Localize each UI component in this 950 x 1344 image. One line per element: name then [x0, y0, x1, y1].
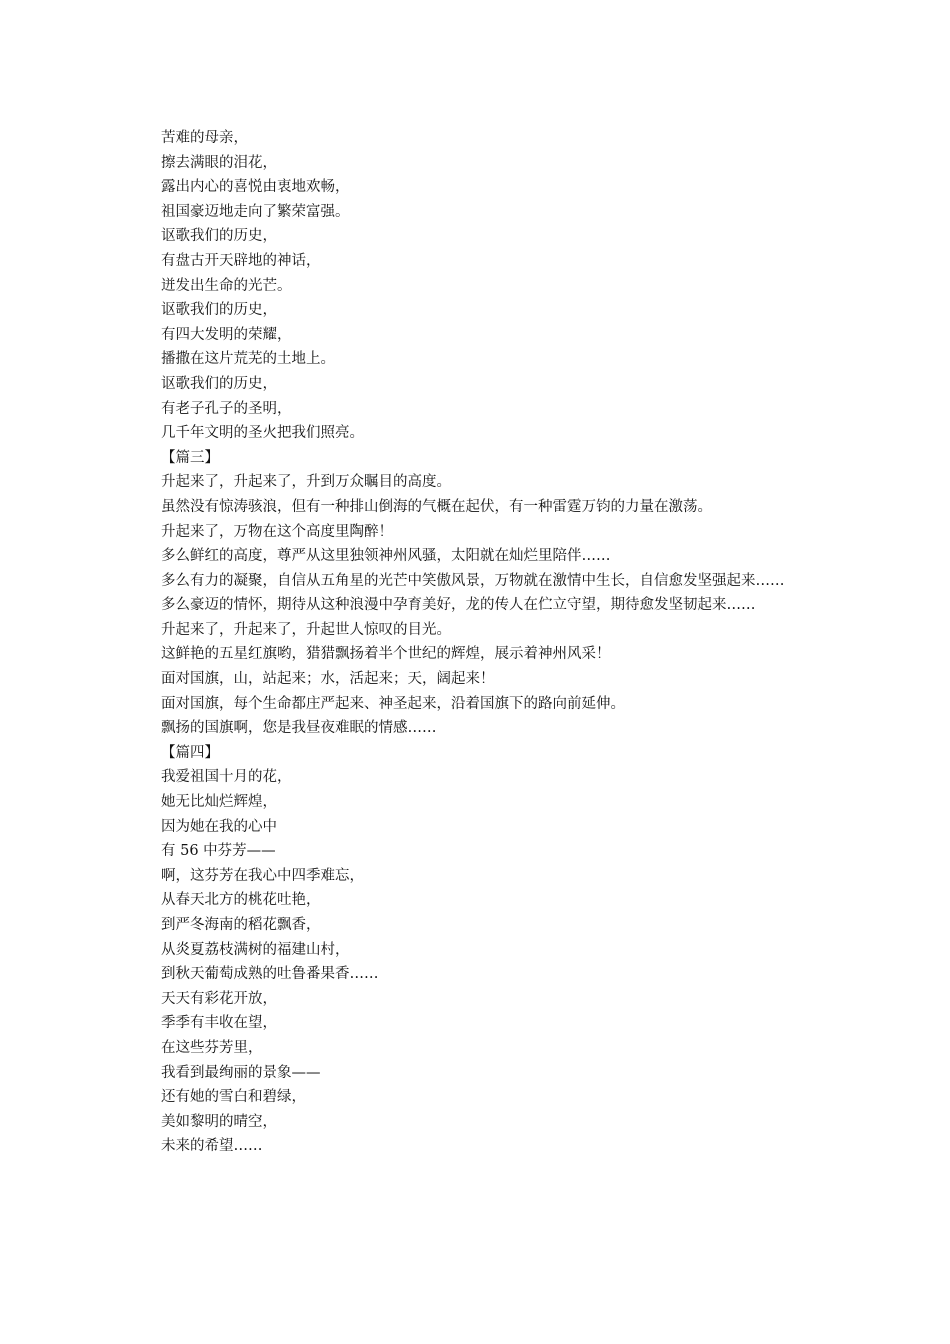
- prose-line: 面对国旗，每个生命都庄严起来、神圣起来，沿着国旗下的路向前延伸。: [161, 695, 625, 712]
- poem-line: 从春天北方的桃花吐艳，: [161, 892, 321, 909]
- prose-line: 多么鲜红的高度，尊严从这里独领神州风骚，太阳就在灿烂里陪伴……: [161, 548, 611, 565]
- poem-line: 有 56 中芬芳——: [161, 843, 276, 860]
- poem-line: 天天有彩花开放，: [161, 990, 277, 1007]
- poem-line: 露出内心的喜悦由衷地欢畅，: [161, 179, 350, 196]
- prose-line: 升起来了，升起来了，升到万众瞩目的高度。: [161, 474, 451, 491]
- poem-line: 在这些芬芳里，: [161, 1039, 263, 1056]
- poem-line: 到秋天葡萄成熟的吐鲁番果香……: [161, 966, 379, 983]
- poem-line: 还有她的雪白和碧绿，: [161, 1089, 306, 1106]
- poem-line: 有盘古开天辟地的神话，: [161, 252, 321, 269]
- poem-line: 未来的希望……: [161, 1138, 263, 1155]
- poem-line: 讴歌我们的历史，: [161, 375, 277, 392]
- poem-line: 我爱祖国十月的花，: [161, 769, 292, 786]
- poem-line: 到严冬海南的稻花飘香，: [161, 917, 321, 933]
- poem-line: 从炎夏荔枝满树的福建山村，: [161, 941, 350, 958]
- poem-line: 美如黎明的晴空，: [161, 1113, 277, 1130]
- poem-line: 讴歌我们的历史，: [161, 302, 277, 319]
- prose-line: 飘扬的国旗啊，您是我昼夜难眠的情感……: [161, 720, 437, 737]
- poem-line: 播撒在这片荒芜的土地上。: [161, 351, 335, 368]
- poem-line: 季季有丰收在望，: [161, 1015, 277, 1032]
- poem-line: 苦难的母亲，: [161, 130, 248, 146]
- prose-paragraph: 多么有力的凝聚，自信从五角星的光芒中笑傲风景，万物就在激情中生长，自信愈发坚强起来……: [161, 572, 785, 589]
- document-body: [145, 126, 805, 1159]
- poem-line: 有老子孔子的圣明，: [161, 400, 292, 417]
- prose-line: 这鲜艳的五星红旗哟，猎猎飘扬着半个世纪的辉煌，展示着神州风采！: [161, 646, 611, 663]
- poem-line: 几千年文明的圣火把我们照亮。: [161, 425, 364, 442]
- poem-line: 因为她在我的心中: [161, 818, 277, 835]
- poem-line: 迸发出生命的光芒。: [161, 277, 292, 294]
- prose-line: 虽然没有惊涛骇浪，但有一种排山倒海的气概在起伏，有一种雷霆万钧的力量在激荡。: [161, 498, 712, 515]
- prose-line: 面对国旗，山，站起来；水，活起来；天，阔起来！: [161, 671, 495, 688]
- poem-line: 有四大发明的荣耀，: [161, 326, 292, 343]
- poem-line: 我看到最绚丽的景象——: [161, 1064, 321, 1081]
- prose-paragraph: 多么豪迈的情怀，期待从这种浪漫中孕育美好，龙的传人在伫立守望，期待愈发坚韧起来……: [161, 597, 756, 614]
- poem-line: 啊，这芬芳在我心中四季难忘，: [161, 867, 364, 884]
- poem-line: 擦去满眼的泪花，: [161, 154, 277, 171]
- section-heading-part-three: 【篇三】: [161, 449, 219, 466]
- poem-line: 祖国豪迈地走向了繁荣富强。: [161, 203, 350, 220]
- poem-line: 讴歌我们的历史，: [161, 228, 277, 245]
- section-heading-part-four: 【篇四】: [161, 744, 219, 761]
- prose-line: 升起来了，升起来了，升起世人惊叹的目光。: [161, 621, 451, 638]
- prose-line: 升起来了，万物在这个高度里陶醉！: [161, 523, 393, 540]
- poem-line: 她无比灿烂辉煌，: [161, 794, 277, 811]
